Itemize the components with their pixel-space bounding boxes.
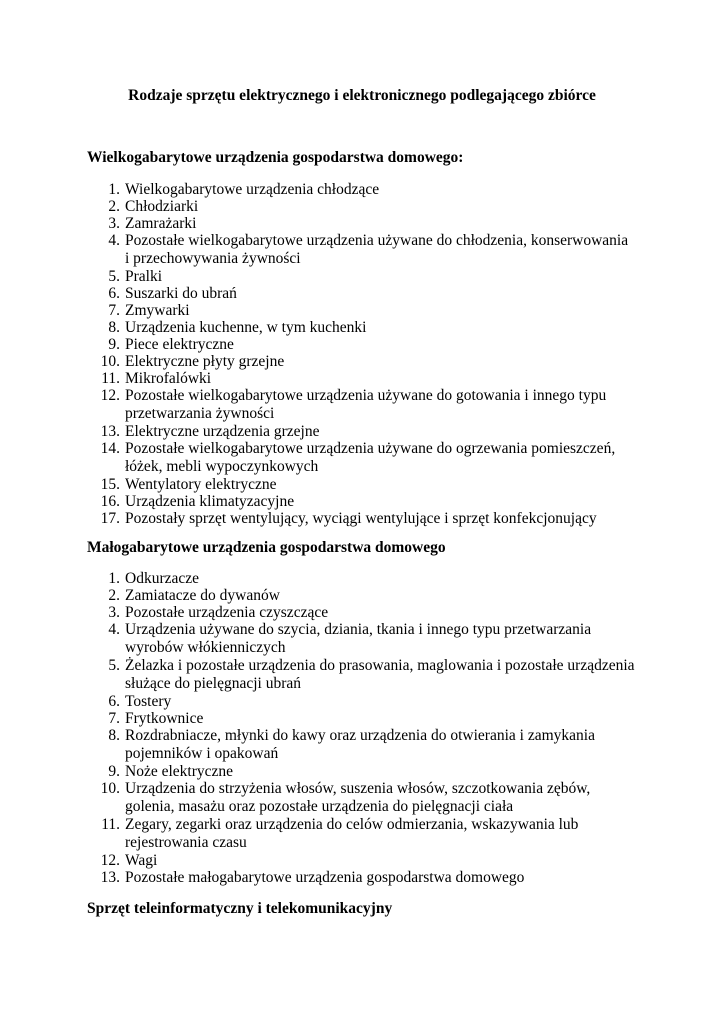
list-item-text: Pozostały sprzęt wentylujący, wyciągi wentylujące i sprzęt konfekcjonujący xyxy=(125,510,597,527)
list-item-number: 5. xyxy=(108,657,120,674)
list-item-text: Wagi xyxy=(125,852,158,869)
list-item xyxy=(0,387,724,423)
list-item-number: 1. xyxy=(108,570,120,587)
list-item-number: 17. xyxy=(100,510,120,527)
list-item-number: 5. xyxy=(108,268,120,285)
list-item xyxy=(0,336,724,353)
list-item-text: Suszarki do ubrań xyxy=(125,285,237,302)
list-item xyxy=(0,423,724,440)
list-item-text: Pozostałe wielkogabarytowe urządzenia używane do ogrzewania pomieszczeń, łóżek, mebli wypoczynkowych xyxy=(125,440,616,475)
list-item xyxy=(0,693,724,710)
list-item-number: 13. xyxy=(100,423,120,440)
list-item xyxy=(0,621,724,657)
list-item-number: 10. xyxy=(100,353,120,370)
list-item-number: 13. xyxy=(100,869,120,886)
list-item-number: 16. xyxy=(100,493,120,510)
list-item-number: 3. xyxy=(108,215,120,232)
list-item-text: Rozdrabniacze, młynki do kawy oraz urządzenia do otwierania i zamykania pojemników i opakowań xyxy=(125,727,595,762)
list-item-text: Wentylatory elektryczne xyxy=(125,476,277,493)
list-item xyxy=(0,852,724,869)
list-item-text: Elektryczne płyty grzejne xyxy=(125,353,285,370)
list-item xyxy=(0,510,724,527)
list-item xyxy=(0,285,724,302)
list-item-number: 2. xyxy=(108,198,120,215)
list-item-number: 12. xyxy=(100,387,120,404)
list-item xyxy=(0,604,724,621)
list-item-number: 6. xyxy=(108,285,120,302)
list-item-number: 8. xyxy=(108,319,120,336)
large-appliances-list xyxy=(0,181,724,527)
list-item-text: Pralki xyxy=(125,268,163,285)
list-item xyxy=(0,816,724,852)
list-item xyxy=(0,198,724,215)
list-item-number: 11. xyxy=(101,370,120,387)
list-item-number: 4. xyxy=(108,621,120,638)
list-item-number: 9. xyxy=(108,763,120,780)
list-item xyxy=(0,780,724,816)
list-item xyxy=(0,268,724,285)
list-item xyxy=(0,319,724,336)
list-item-number: 4. xyxy=(108,232,120,249)
list-item xyxy=(0,657,724,693)
list-item-text: Pozostałe urządzenia czyszczące xyxy=(125,604,329,621)
list-item xyxy=(0,587,724,604)
list-item-text: Urządzenia używane do szycia, dziania, tkania i innego typu przetwarzania wyrobów włókienniczych xyxy=(125,621,592,656)
list-item xyxy=(0,215,724,232)
list-item-number: 11. xyxy=(101,816,120,833)
list-item-text: Noże elektryczne xyxy=(125,763,234,780)
list-item-text: Piece elektryczne xyxy=(125,336,234,353)
section-heading-small-appliances: Małogabarytowe urządzenia gospodarstwa domowego xyxy=(87,539,446,556)
list-item-text: Odkurzacze xyxy=(125,570,200,587)
list-item-number: 9. xyxy=(108,336,120,353)
list-item-text: Zamiatacze do dywanów xyxy=(125,587,280,604)
list-item xyxy=(0,181,724,198)
list-item-number: 7. xyxy=(108,302,120,319)
list-item xyxy=(0,763,724,780)
list-item-text: Chłodziarki xyxy=(125,198,199,215)
list-item-number: 12. xyxy=(100,852,120,869)
list-item xyxy=(0,476,724,493)
section-heading-it-telecom: Sprzęt teleinformatyczny i telekomunikacyjny xyxy=(87,900,393,917)
list-item-text: Pozostałe małogabarytowe urządzenia gospodarstwa domowego xyxy=(125,869,525,886)
list-item xyxy=(0,353,724,370)
list-item-number: 1. xyxy=(108,181,120,198)
list-item-text: Pozostałe wielkogabarytowe urządzenia używane do chłodzenia, konserwowania i przechowywania żywności xyxy=(125,232,629,267)
list-item xyxy=(0,570,724,587)
list-item xyxy=(0,440,724,476)
section-heading-large-appliances: Wielkogabarytowe urządzenia gospodarstwa domowego: xyxy=(87,149,464,166)
list-item-number: 8. xyxy=(108,727,120,744)
document-title: Rodzaje sprzętu elektrycznego i elektronicznego podlegającego zbiórce xyxy=(128,87,596,104)
list-item-number: 7. xyxy=(108,710,120,727)
list-item-text: Wielkogabarytowe urządzenia chłodzące xyxy=(125,181,380,198)
list-item-number: 2. xyxy=(108,587,120,604)
list-item-number: 3. xyxy=(108,604,120,621)
list-item-text: Tostery xyxy=(125,693,172,710)
list-item xyxy=(0,727,724,763)
list-item-text: Mikrofalówki xyxy=(125,370,212,387)
list-item-text: Frytkownice xyxy=(125,710,204,727)
list-item-text: Elektryczne urządzenia grzejne xyxy=(125,423,320,440)
list-item-text: Zmywarki xyxy=(125,302,190,319)
list-item-number: 15. xyxy=(100,476,120,493)
small-appliances-list xyxy=(0,570,724,886)
list-item-number: 6. xyxy=(108,693,120,710)
list-item xyxy=(0,710,724,727)
list-item-text: Zegary, zegarki oraz urządzenia do celów odmierzania, wskazywania lub rejestrowania czasu xyxy=(125,816,579,851)
list-item xyxy=(0,302,724,319)
list-item-text: Żelazka i pozostałe urządzenia do prasowania, maglowania i pozostałe urządzenia służące do pielęgnacji ubrań xyxy=(125,657,635,692)
list-item-text: Urządzenia do strzyżenia włosów, suszenia włosów, szczotkowania zębów, golenia, masażu oraz pozostałe urządzenia do pielęgnacji ciała xyxy=(125,780,591,815)
list-item xyxy=(0,493,724,510)
list-item xyxy=(0,370,724,387)
list-item-text: Zamrażarki xyxy=(125,215,197,232)
list-item xyxy=(0,869,724,886)
list-item-text: Urządzenia kuchenne, w tym kuchenki xyxy=(125,319,367,336)
list-item-text: Pozostałe wielkogabarytowe urządzenia używane do gotowania i innego typu przetwarzania żywności xyxy=(125,387,607,422)
list-item-number: 10. xyxy=(100,780,120,797)
list-item xyxy=(0,232,724,268)
list-item-number: 14. xyxy=(100,440,120,457)
list-item-text: Urządzenia klimatyzacyjne xyxy=(125,493,295,510)
